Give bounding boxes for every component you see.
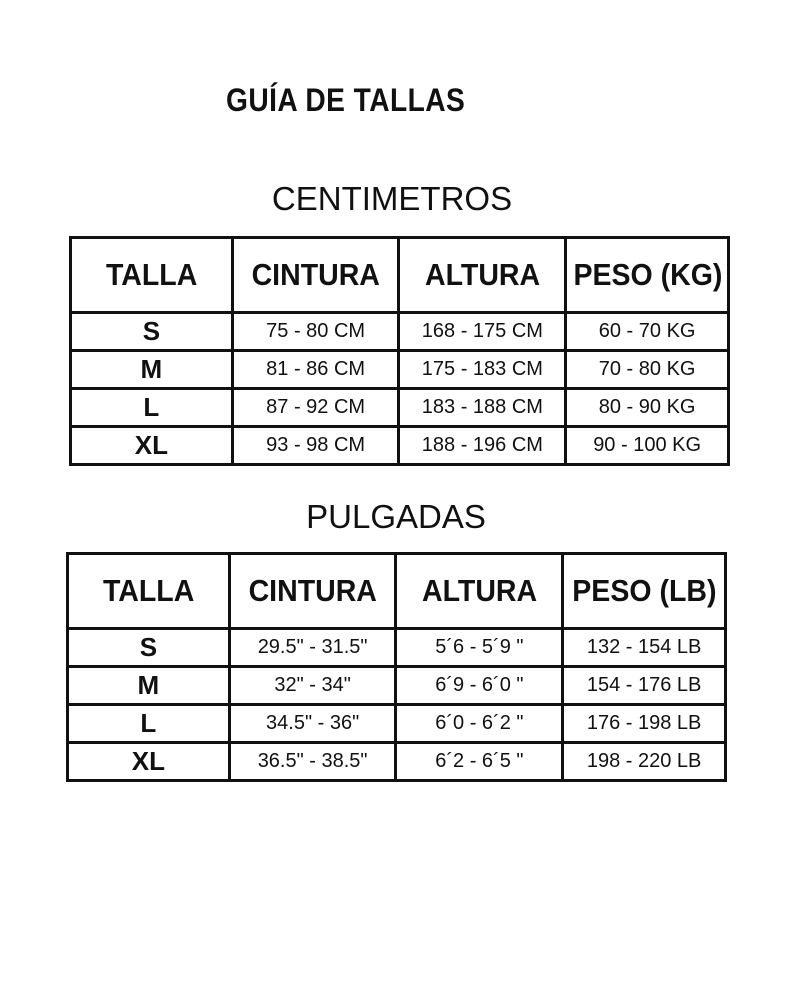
height-cell: 188 - 196 CM bbox=[399, 427, 566, 465]
size-cell: M bbox=[71, 351, 233, 389]
waist-cell: 34.5" - 36" bbox=[229, 705, 396, 743]
size-cell: L bbox=[68, 705, 230, 743]
column-header-waist: CINTURA bbox=[232, 238, 399, 313]
weight-cell: 132 - 154 LB bbox=[563, 629, 726, 667]
column-header-height: ALTURA bbox=[396, 554, 563, 629]
waist-cell: 36.5" - 38.5" bbox=[229, 743, 396, 781]
waist-cell: 75 - 80 CM bbox=[232, 313, 399, 351]
table-header-row bbox=[71, 238, 729, 313]
weight-cell: 198 - 220 LB bbox=[563, 743, 726, 781]
inches-heading: PULGADAS bbox=[306, 498, 486, 535]
column-header-size: TALLA bbox=[71, 238, 233, 313]
waist-cell: 81 - 86 CM bbox=[232, 351, 399, 389]
height-cell: 6´9 - 6´0 " bbox=[396, 667, 563, 705]
table-row bbox=[68, 629, 726, 667]
height-cell: 168 - 175 CM bbox=[399, 313, 566, 351]
size-cell: XL bbox=[68, 743, 230, 781]
table-row bbox=[68, 667, 726, 705]
height-cell: 5´6 - 5´9 " bbox=[396, 629, 563, 667]
size-cell: XL bbox=[71, 427, 233, 465]
column-header-weight: PESO (KG) bbox=[566, 238, 729, 313]
table-row bbox=[71, 313, 729, 351]
weight-cell: 176 - 198 LB bbox=[563, 705, 726, 743]
weight-cell: 60 - 70 KG bbox=[566, 313, 729, 351]
waist-cell: 87 - 92 CM bbox=[232, 389, 399, 427]
table-row bbox=[68, 743, 726, 781]
page-title: GUÍA DE TALLAS bbox=[226, 82, 466, 118]
column-header-size: TALLA bbox=[68, 554, 230, 629]
height-cell: 6´0 - 6´2 " bbox=[396, 705, 563, 743]
inches-size-table bbox=[66, 552, 727, 782]
size-cell: S bbox=[68, 629, 230, 667]
weight-cell: 154 - 176 LB bbox=[563, 667, 726, 705]
size-cell: S bbox=[71, 313, 233, 351]
table-row bbox=[71, 427, 729, 465]
column-header-height: ALTURA bbox=[399, 238, 566, 313]
waist-cell: 93 - 98 CM bbox=[232, 427, 399, 465]
weight-cell: 90 - 100 KG bbox=[566, 427, 729, 465]
column-header-waist: CINTURA bbox=[229, 554, 396, 629]
height-cell: 183 - 188 CM bbox=[399, 389, 566, 427]
waist-cell: 29.5" - 31.5" bbox=[229, 629, 396, 667]
size-cell: M bbox=[68, 667, 230, 705]
centimeters-size-table bbox=[69, 236, 730, 466]
size-cell: L bbox=[71, 389, 233, 427]
waist-cell: 32" - 34" bbox=[229, 667, 396, 705]
table-row bbox=[68, 705, 726, 743]
table-row bbox=[71, 389, 729, 427]
weight-cell: 70 - 80 KG bbox=[566, 351, 729, 389]
weight-cell: 80 - 90 KG bbox=[566, 389, 729, 427]
centimeters-heading: CENTIMETROS bbox=[271, 180, 513, 217]
table-header-row bbox=[68, 554, 726, 629]
height-cell: 175 - 183 CM bbox=[399, 351, 566, 389]
column-header-weight: PESO (LB) bbox=[563, 554, 726, 629]
height-cell: 6´2 - 6´5 " bbox=[396, 743, 563, 781]
table-row bbox=[71, 351, 729, 389]
